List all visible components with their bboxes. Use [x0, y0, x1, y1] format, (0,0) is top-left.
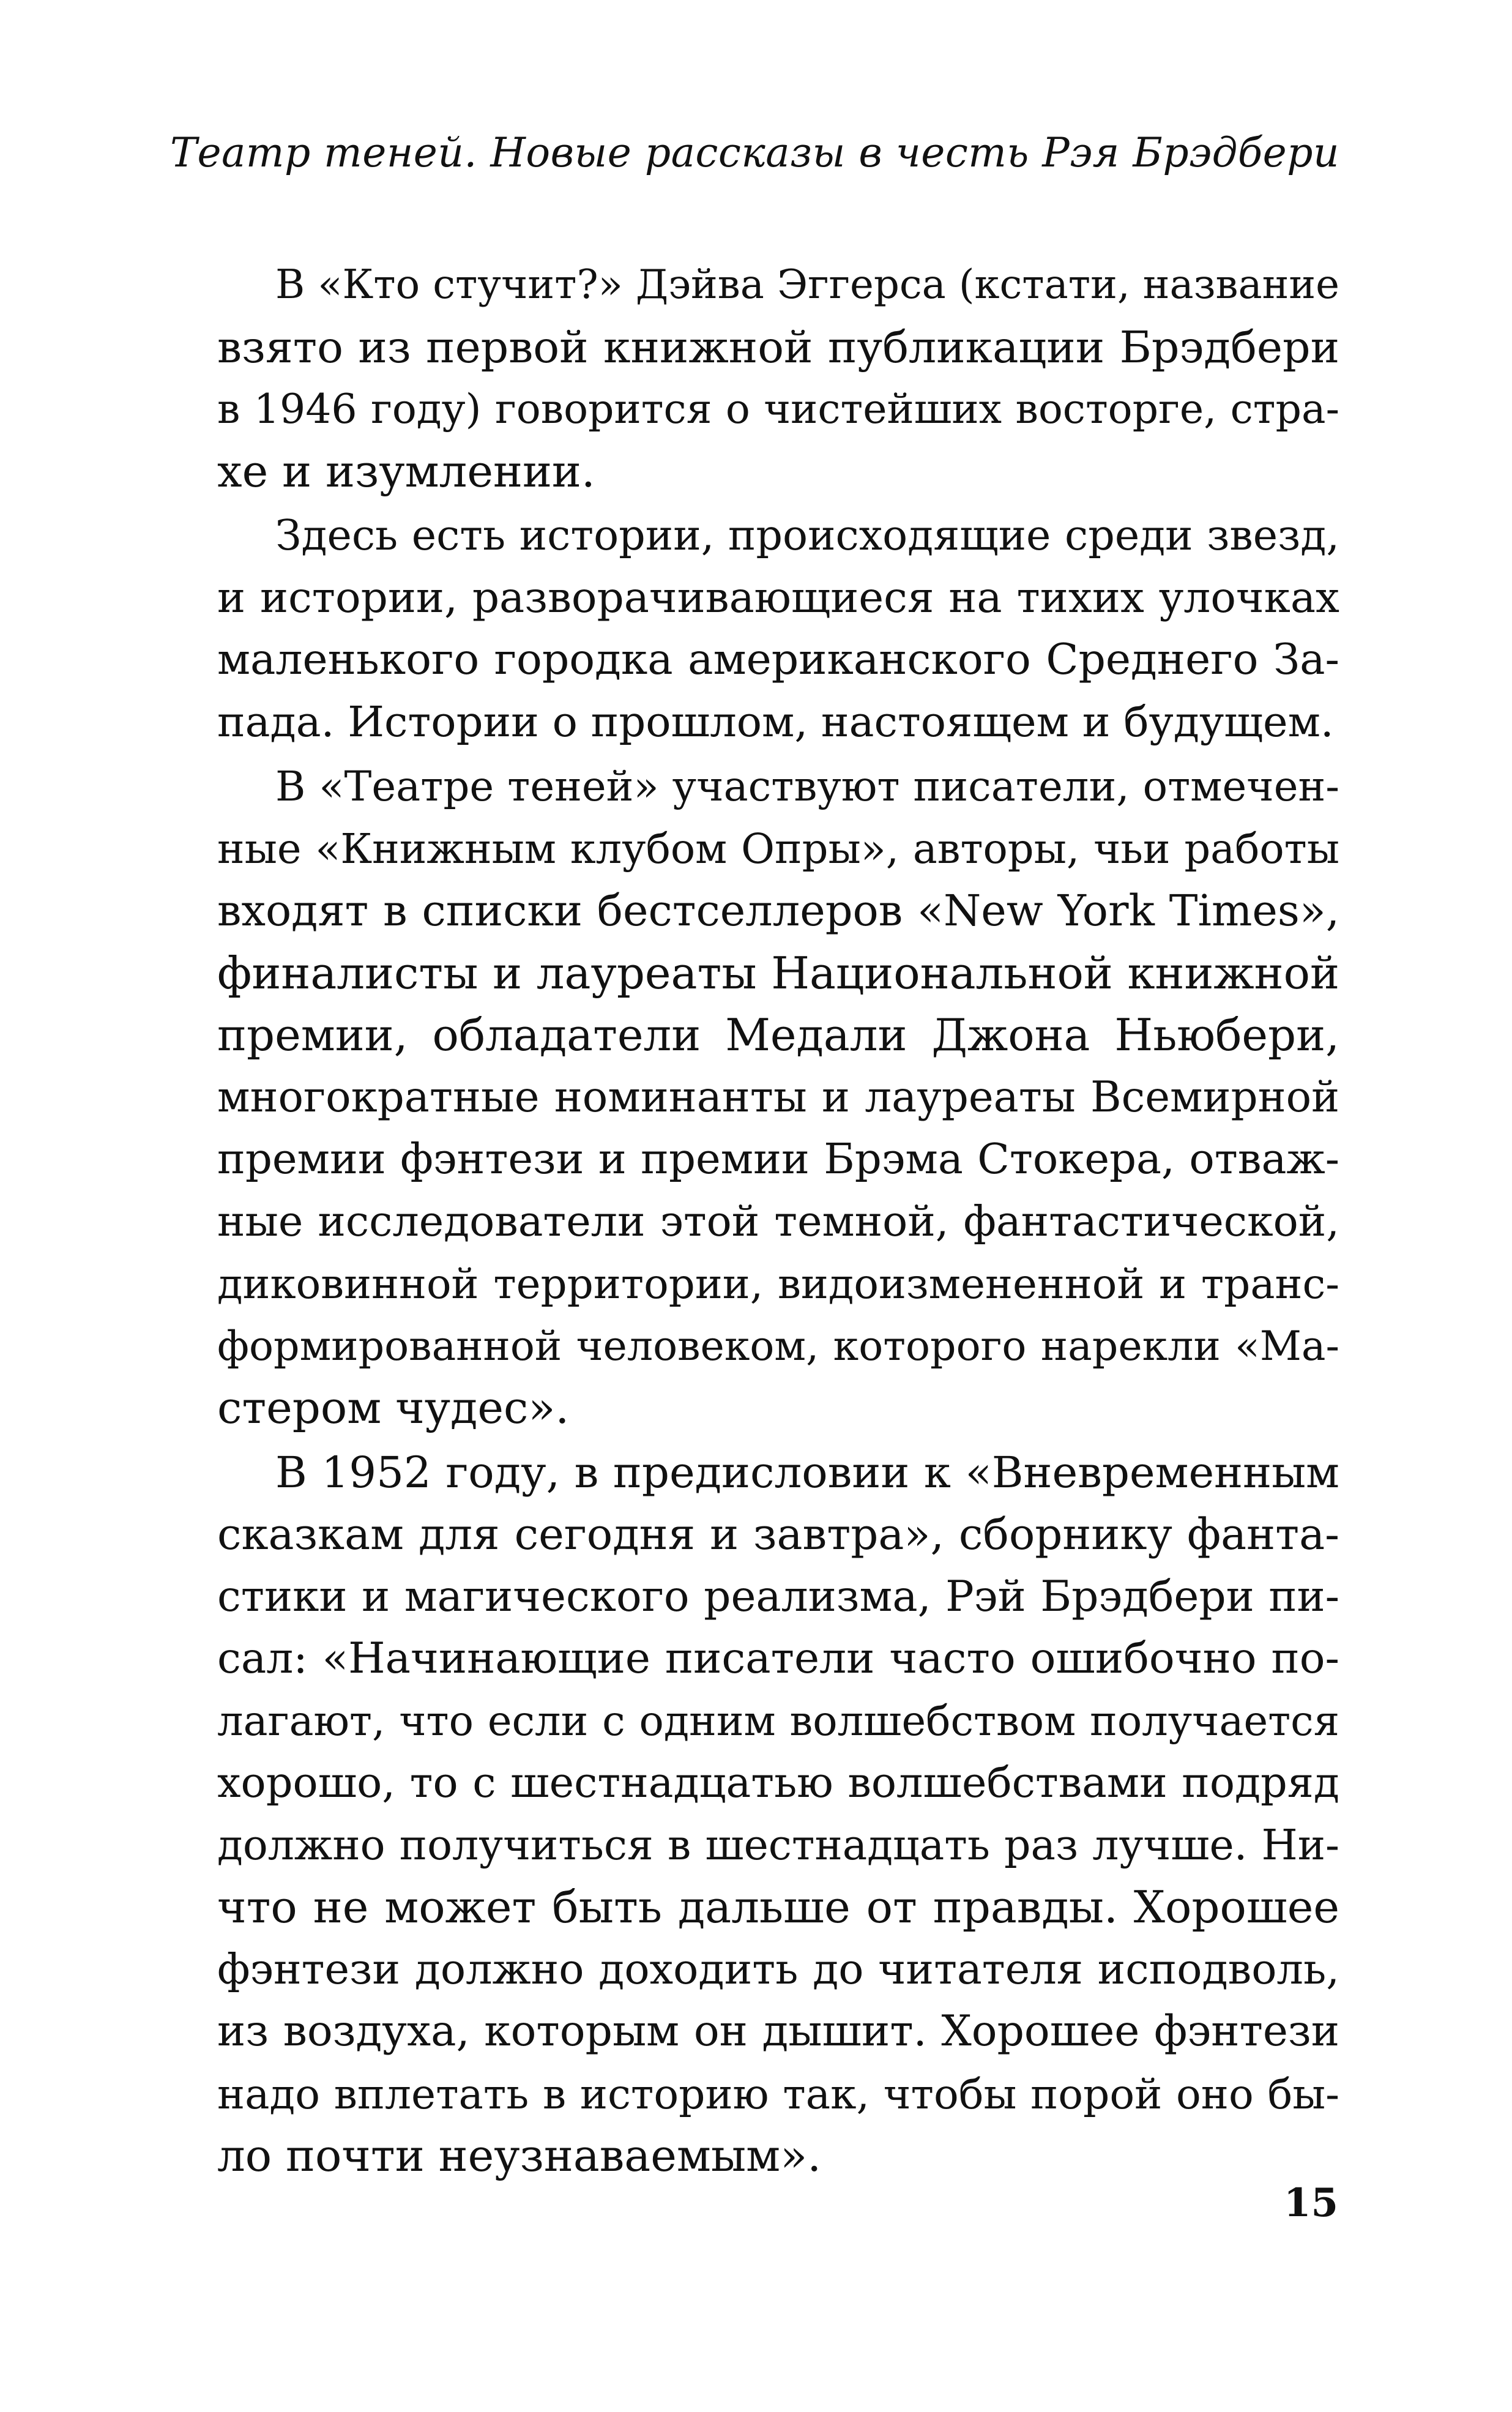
text-line: В 1952 году, в предисловии к «Вневременным: [275, 1447, 1339, 1498]
text-line: в 1946 году) говорится о чистейших восторге, стра-: [217, 385, 1339, 433]
text-line: премии, обладатели Медали Джона Ньюбери,: [217, 1009, 1339, 1061]
text-line: ло почти неузнаваемым».: [217, 2130, 822, 2181]
body-text: [217, 254, 1339, 2190]
text-line: лагают, что если с одним волшебством получается: [217, 1697, 1339, 1745]
paragraph-3: [217, 756, 1339, 1439]
text-line: премии фэнтези и премии Брэма Стокера, отваж-: [217, 1135, 1339, 1184]
text-line: надо вплетать в историю так, чтобы порой оно бы-: [217, 2069, 1339, 2118]
text-line: и истории, разворачивающиеся на тихих улочках: [217, 573, 1339, 622]
text-line: хе и изумлении.: [217, 445, 595, 497]
paragraph-1: [217, 254, 1339, 502]
text-line: взято из первой книжной публикации Брэдбери: [217, 321, 1339, 373]
text-line: фэнтези должно доходить до читателя исподволь,: [217, 1944, 1339, 1994]
text-line: стики и магического реализма, Рэй Брэдбери пи-: [217, 1572, 1339, 1621]
text-line: должно получиться в шестнадцать раз лучше. Ни-: [217, 1821, 1339, 1870]
running-head: Театр теней. Новые рассказы в честь Рэя Брэдбери: [169, 129, 1339, 176]
text-line: стером чудес».: [217, 1382, 570, 1433]
text-line: финалисты и лауреаты Национальной книжной: [217, 947, 1339, 999]
text-line: формированной человеком, которого нарекли «Ма-: [217, 1321, 1339, 1370]
text-line: сказкам для сегодня и завтра», сборнику фанта-: [217, 1509, 1339, 1559]
paragraph-4: [217, 1442, 1339, 2187]
paragraph-2: [217, 505, 1339, 753]
text-line: сал: «Начинающие писатели часто ошибочно по-: [217, 1634, 1339, 1683]
text-line: входят в списки бестселлеров «New York Times»,: [217, 886, 1339, 936]
text-line: В «Театре теней» участвуют писатели, отмечен-: [275, 763, 1339, 810]
text-line: хорошо, то с шестнадцатью волшебствами подряд: [217, 1759, 1339, 1807]
text-line: ные «Книжным клубом Опры», авторы, чьи работы: [217, 824, 1339, 873]
text-line: В «Кто стучит?» Дэйва Эггерса (кстати, название: [275, 261, 1339, 308]
text-line: из воздуха, которым он дышит. Хорошее фэнтези: [217, 2007, 1339, 2056]
text-line: что не может быть дальше от правды. Хорошее: [217, 1881, 1339, 1933]
text-line: пада. Истории о прошлом, настоящем и будущем.: [217, 697, 1334, 747]
text-line: ные исследователи этой темной, фантастической,: [217, 1197, 1339, 1246]
text-line: маленького городка американского Среднего За-: [217, 635, 1339, 684]
text-line: диковинной территории, видоизмененной и транс-: [217, 1260, 1339, 1308]
text-line: Здесь есть истории, происходящие среди звезд,: [275, 512, 1339, 560]
text-line: многократные номинанты и лауреаты Всемирной: [217, 1072, 1339, 1122]
page-number: 15: [1283, 2180, 1338, 2226]
